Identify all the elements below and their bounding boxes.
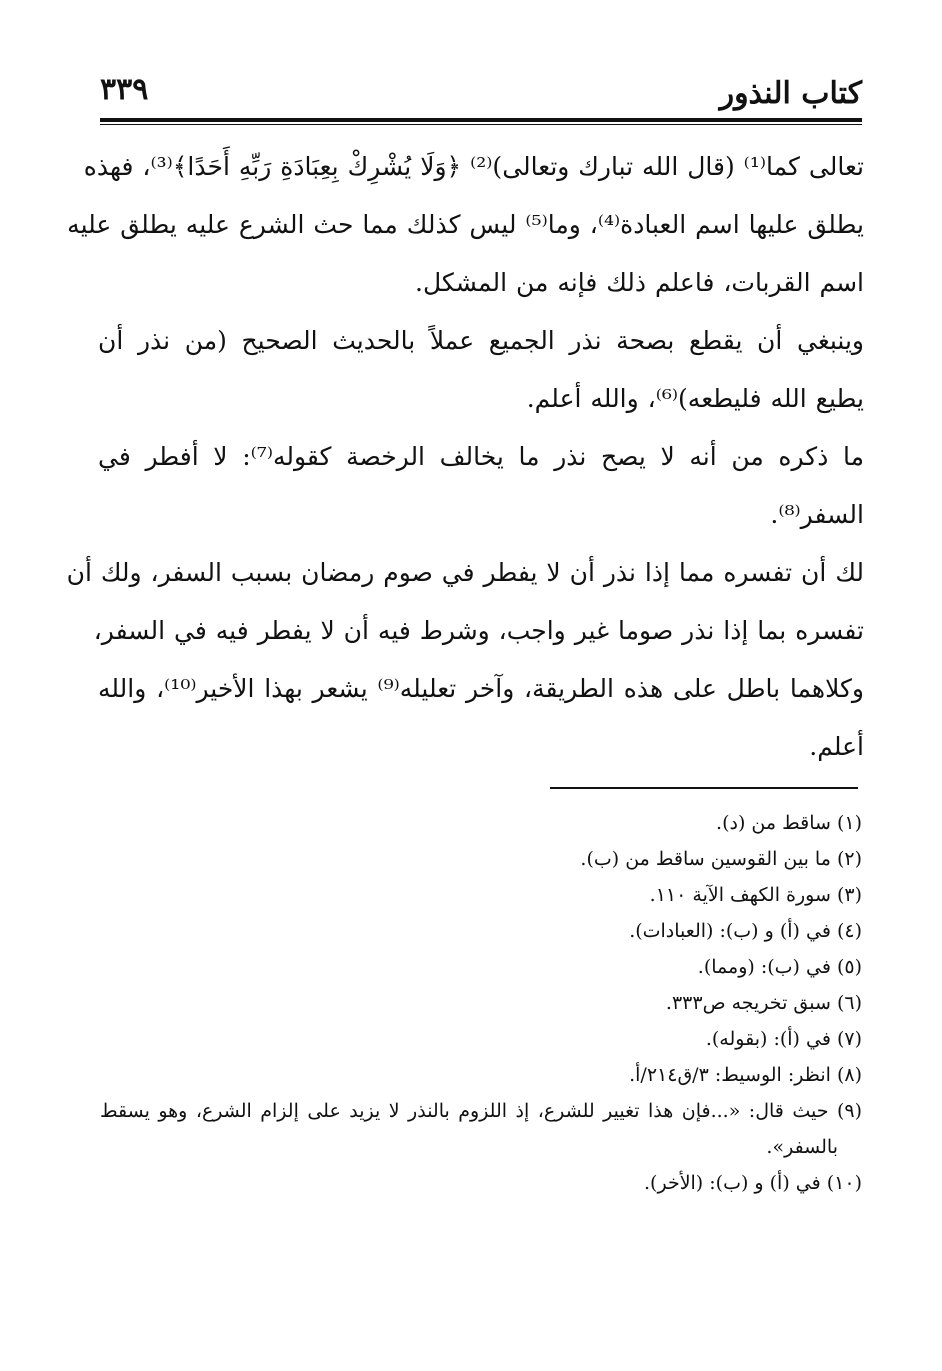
footnote: (٩) حيث قال: «...فإن هذا تغيير للشرع، إذ اللزوم بالنذر لا يزيد على إلزام الشرع، وهو يسقط (100, 1100, 862, 1122)
footnote-continuation: بالسفر». (766, 1136, 838, 1158)
footnote: (٤) في (أ) و (ب): (العبادات). (629, 920, 862, 942)
footnotes (100, 805, 862, 1201)
footnote: (٣) سورة الكهف الآية ١١٠. (649, 884, 862, 906)
text-line: لك أن تفسره مما إذا نذر أن لا يفطر في صوم رمضان بسبب السفر، ولك أن (66, 558, 864, 587)
text-line: وكلاهما باطل على هذه الطريقة، وآخر تعليله⁽⁹⁾ يشعر بهذا الأخير⁽¹⁰⁾، والله (98, 674, 864, 703)
page-number: ٣٣٩ (100, 72, 149, 107)
text-line: تفسره بما إذا نذر صوما غير واجب، وشرط فيه أن لا يفطر فيه في السفر، (93, 616, 864, 645)
footnote: (٧) في (أ): (بقوله). (705, 1028, 862, 1050)
footnote: (٨) انظر: الوسيط: ٣/ق٢١٤/أ. (629, 1064, 862, 1086)
text-line: تعالى كما⁽¹⁾ (قال الله تبارك وتعالى)⁽²⁾ ﴿وَلَا يُشْرِكْ بِعِبَادَةِ رَبِّهِ أَحَدًا﴾⁽³⁾، فهذه (83, 152, 864, 181)
footnote-separator (550, 787, 858, 789)
running-header (100, 62, 862, 114)
header-rule-thick (100, 118, 862, 122)
header-rule-thin (100, 124, 862, 125)
text-line: ما ذكره من أنه لا يصح نذر ما يخالف الرخصة كقوله⁽⁷⁾: لا أفطر في (98, 442, 864, 471)
footnote: (٦) سبق تخريجه ص٣٣٣. (665, 992, 862, 1014)
text-line: يطلق عليها اسم العبادة⁽⁴⁾، وما⁽⁵⁾ ليس كذلك مما حث الشرع عليه يطلق عليه (67, 210, 864, 239)
footnote: (٥) في (ب): (ومما). (697, 956, 862, 978)
text-line: السفر⁽⁸⁾. (770, 500, 864, 529)
footnote: (١) ساقط من (د). (716, 812, 862, 834)
chapter-title: كتاب النذور (719, 76, 862, 111)
main-text (66, 138, 864, 776)
text-line: أعلم. (809, 732, 864, 761)
text-line: يطيع الله فليطعه)⁽⁶⁾، والله أعلم. (526, 384, 864, 413)
footnote: (١٠) في (أ) و (ب): (الأخر). (644, 1172, 862, 1194)
text-line: اسم القربات، فاعلم ذلك فإنه من المشكل. (415, 268, 864, 297)
footnote: (٢) ما بين القوسين ساقط من (ب). (580, 848, 862, 870)
text-line: وينبغي أن يقطع بصحة نذر الجميع عملاً بالحديث الصحيح (من نذر أن (98, 326, 864, 355)
